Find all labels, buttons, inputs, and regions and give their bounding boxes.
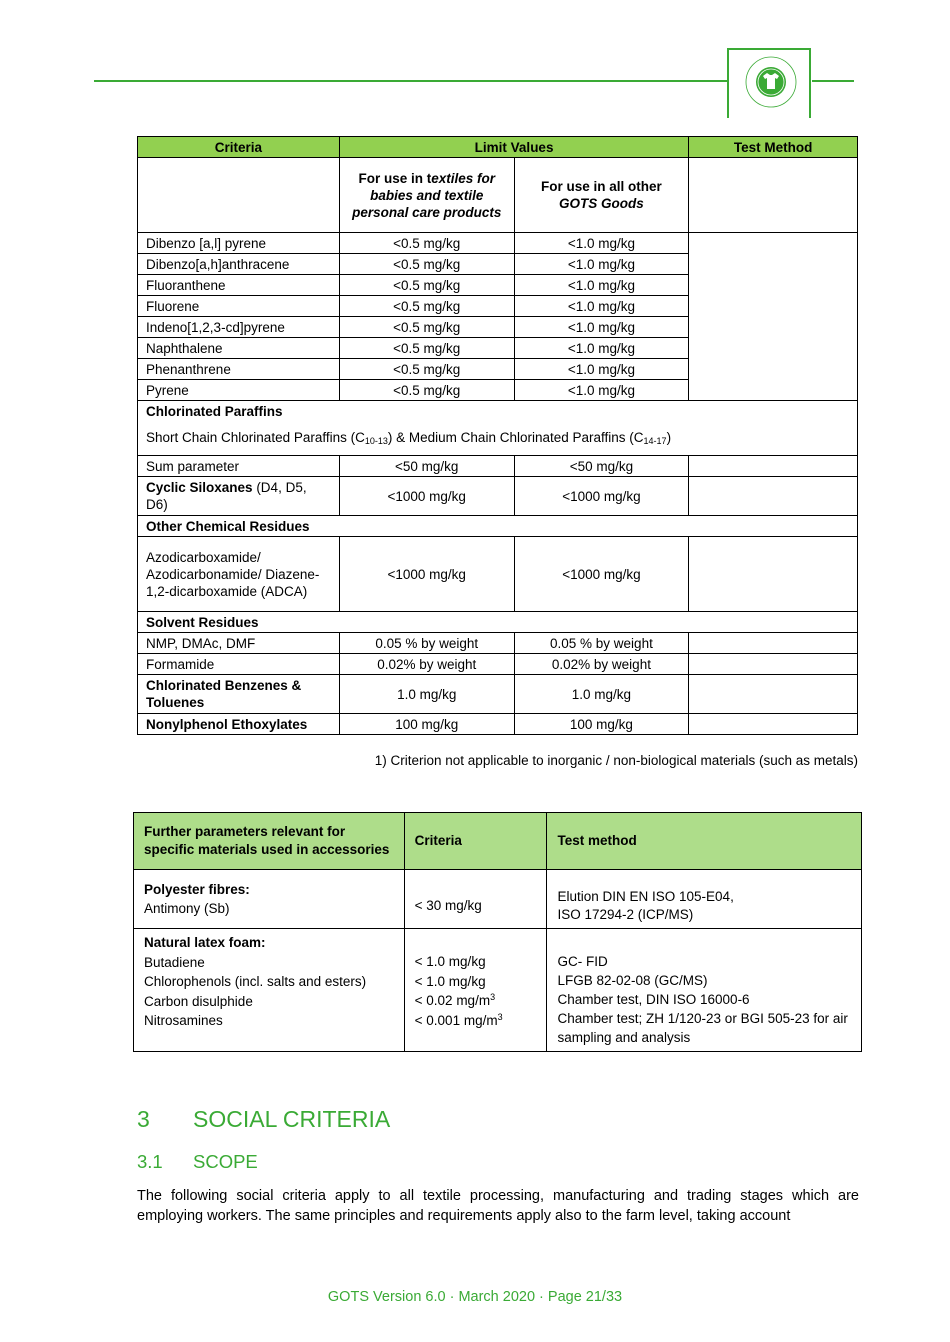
- pah-other-limit: <1.0 mg/kg: [514, 317, 689, 338]
- pah-baby-limit: <0.5 mg/kg: [339, 317, 514, 338]
- pah-name: Indeno[1,2,3-cd]pyrene: [138, 317, 340, 338]
- solvent-name: Formamide: [138, 654, 340, 675]
- header-rule-right: [812, 80, 854, 82]
- pah-test-method: [689, 233, 858, 401]
- babies-subheader: For use in textiles for babies and textile personal care products: [339, 158, 514, 233]
- latex-item: Chlorophenols (incl. salts and esters): [144, 974, 367, 989]
- test-method-header: Test method: [547, 813, 862, 870]
- siloxanes-other-limit: <1000 mg/kg: [514, 477, 689, 516]
- empty-cell: [689, 537, 858, 612]
- chlorinated-paraffins-section: [138, 401, 858, 456]
- subsection-heading: [137, 1151, 258, 1173]
- header-rule: [94, 80, 728, 82]
- polyester-cell: [134, 870, 405, 929]
- further-params-header: Further parameters relevant for specific materials used in accessories: [134, 813, 405, 870]
- empty-cell: [689, 654, 858, 675]
- pah-name: Fluorene: [138, 296, 340, 317]
- chlorinated-paraffins-desc: Short Chain Chlorinated Paraffins $(C_{10-13})$ & Medium Chain Chlorinated Paraffins $(C_{14-17})$: [146, 430, 672, 446]
- pah-other-limit: <1.0 mg/kg: [514, 275, 689, 296]
- empty-cell: [138, 158, 340, 233]
- limit-values-header: Limit Values: [339, 137, 688, 158]
- chlorinated-paraffins-title: Chlorinated Paraffins: [146, 404, 283, 419]
- sum-other-limit: <50 mg/kg: [514, 456, 689, 477]
- accessories-parameters-table: [133, 812, 862, 1052]
- polyester-method: Elution DIN EN ISO 105-E04, ISO 17294-2 (ICP/MS): [547, 870, 862, 929]
- polyester-criteria: < 30 mg/kg: [404, 870, 547, 929]
- empty-cell: [689, 456, 858, 477]
- polyester-title: Polyester fibres:: [144, 881, 250, 897]
- section-heading: [137, 1106, 390, 1133]
- empty-cell: [689, 158, 858, 233]
- latex-item: Carbon disulphide: [144, 993, 253, 1009]
- pah-baby-limit: <0.5 mg/kg: [339, 275, 514, 296]
- solvent-baby-limit: 0.02% by weight: [339, 654, 514, 675]
- pah-other-limit: <1.0 mg/kg: [514, 296, 689, 317]
- scope-paragraph: The following social criteria apply to all textile processing, manufacturing and trading stages which are employing workers. The same principles and requirements apply also to the farm level, taking account: [137, 1188, 859, 1224]
- subsection-number: 3.1: [137, 1151, 163, 1172]
- solvent-other-limit: 0.05 % by weight: [514, 633, 689, 654]
- latex-criteria: < 1.0 mg/kg < 1.0 mg/kg < 0.02 $mg/m^3$ < 0.001 $mg/m^3$: [404, 929, 547, 1052]
- pah-name: Fluoranthene: [138, 275, 340, 296]
- pah-other-limit: <1.0 mg/kg: [514, 380, 689, 401]
- latex-item: Nitrosamines: [144, 1013, 223, 1028]
- other-residues-title: Other Chemical Residues: [138, 516, 858, 537]
- latex-title: Natural latex foam:: [144, 935, 266, 950]
- pah-name: Dibenzo[a,h]anthracene: [138, 254, 340, 275]
- polyester-item: Antimony (Sb): [144, 901, 230, 916]
- nonylphenol-other-limit: 100 mg/kg: [514, 714, 689, 735]
- solvent-baby-limit: 0.05 % by weight: [339, 633, 514, 654]
- siloxanes-baby-limit: <1000 mg/kg: [339, 477, 514, 516]
- pah-other-limit: <1.0 mg/kg: [514, 254, 689, 275]
- empty-cell: [689, 714, 858, 735]
- pah-other-limit: <1.0 mg/kg: [514, 359, 689, 380]
- pah-baby-limit: <0.5 mg/kg: [339, 233, 514, 254]
- latex-methods: GC- FID LFGB 82-02-08 (GC/MS) Chamber test, DIN ISO 16000-6 Chamber test; ZH 1/120-23 or BGI 505-23 for air sampling and analysis: [547, 929, 862, 1052]
- table-footnote: 1) Criterion not applicable to inorganic / non-biological materials (such as metals): [374, 753, 858, 768]
- empty-cell: [689, 675, 858, 714]
- gots-logo-icon: [743, 54, 799, 110]
- pah-name: Naphthalene: [138, 338, 340, 359]
- section-title: SOCIAL CRITERIA: [193, 1106, 391, 1132]
- solvent-other-limit: 0.02% by weight: [514, 654, 689, 675]
- adca-name: Azodicarboxamide/ Azodicarbonamide/ Diazene-1,2-dicarboxamide (ADCA): [138, 537, 340, 612]
- sum-baby-limit: <50 mg/kg: [339, 456, 514, 477]
- cyclic-siloxanes-label: Cyclic Siloxanes (D4, D5, D6): [138, 477, 340, 516]
- pah-other-limit: <1.0 mg/kg: [514, 233, 689, 254]
- pah-baby-limit: <0.5 mg/kg: [339, 380, 514, 401]
- subsection-title: SCOPE: [193, 1151, 258, 1172]
- pah-name: Dibenzo [a,l] pyrene: [138, 233, 340, 254]
- solvent-residues-title: Solvent Residues: [138, 612, 858, 633]
- test-method-header: Test Method: [689, 137, 858, 158]
- empty-cell: [689, 477, 858, 516]
- latex-item: Butadiene: [144, 954, 205, 970]
- adca-baby-limit: <1000 mg/kg: [339, 537, 514, 612]
- nonylphenol-label: Nonylphenol Ethoxylates: [138, 714, 340, 735]
- empty-cell: [689, 633, 858, 654]
- gots-logo-frame: [727, 48, 811, 118]
- pah-name: Pyrene: [138, 380, 340, 401]
- pah-baby-limit: <0.5 mg/kg: [339, 254, 514, 275]
- solvent-name: NMP, DMAc, DMF: [138, 633, 340, 654]
- pah-baby-limit: <0.5 mg/kg: [339, 338, 514, 359]
- adca-other-limit: <1000 mg/kg: [514, 537, 689, 612]
- criteria-header: Criteria: [404, 813, 547, 870]
- page-footer: GOTS Version 6.0 · March 2020 · Page 21/33: [327, 1289, 623, 1305]
- other-goods-subheader: For use in all other GOTS Goods: [514, 158, 689, 233]
- chlorinated-benzenes-label: Chlorinated Benzenes & Toluenes: [138, 675, 340, 714]
- benzenes-other-limit: 1.0 mg/kg: [514, 675, 689, 714]
- pah-name: Phenanthrene: [138, 359, 340, 380]
- limit-values-table: [137, 136, 858, 735]
- pah-baby-limit: <0.5 mg/kg: [339, 296, 514, 317]
- pah-other-limit: <1.0 mg/kg: [514, 338, 689, 359]
- sum-parameter-label: Sum parameter: [138, 456, 340, 477]
- latex-cell: [134, 929, 405, 1052]
- benzenes-baby-limit: 1.0 mg/kg: [339, 675, 514, 714]
- nonylphenol-baby-limit: 100 mg/kg: [339, 714, 514, 735]
- pah-baby-limit: <0.5 mg/kg: [339, 359, 514, 380]
- section-number: 3: [137, 1106, 150, 1132]
- criteria-header: Criteria: [138, 137, 340, 158]
